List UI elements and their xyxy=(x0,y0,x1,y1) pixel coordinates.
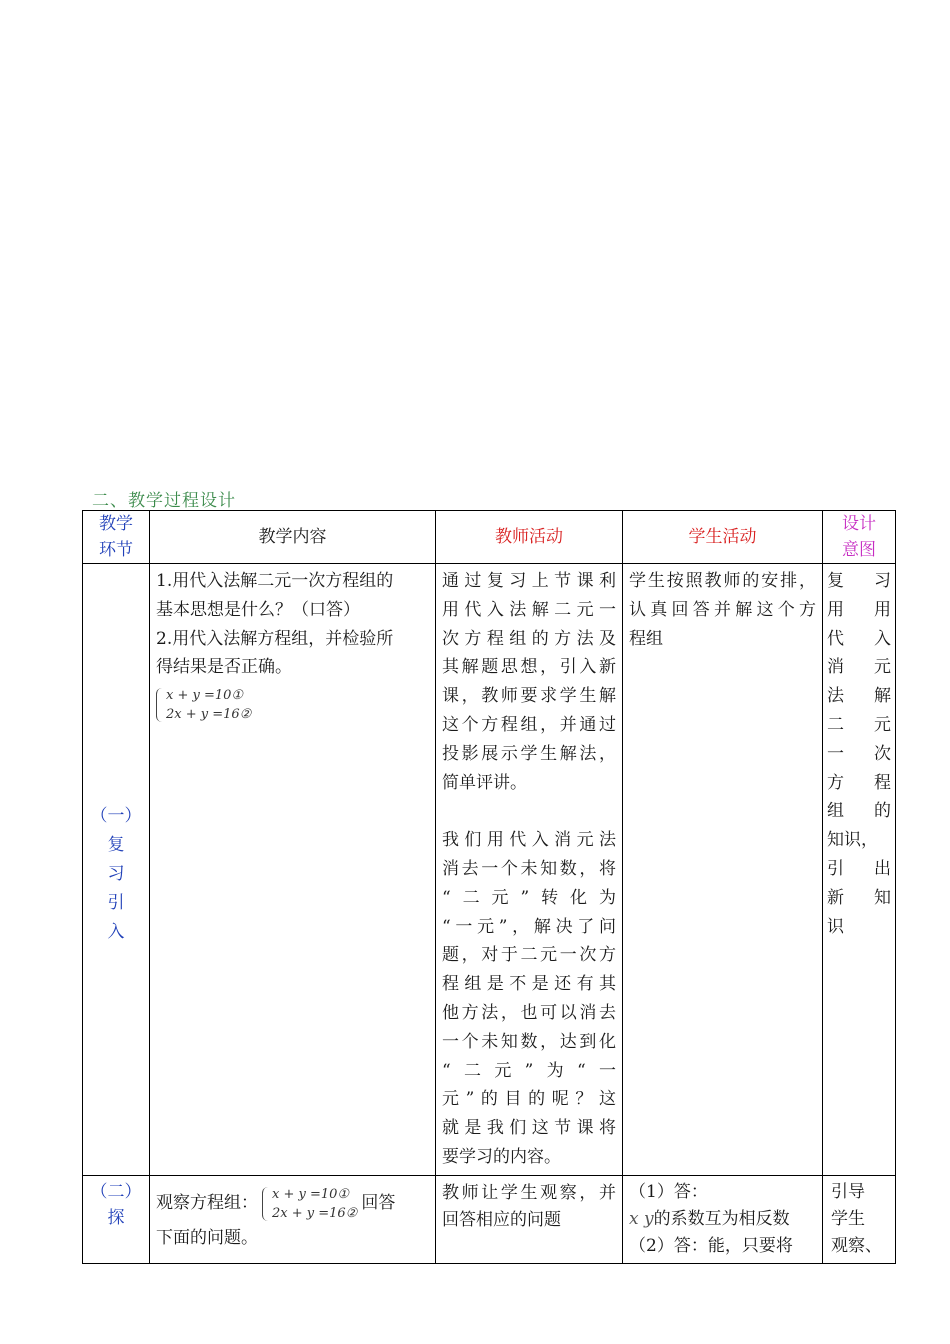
student-activity-review: 学生按照教师的安排， 认真回答并解这个方 程组 xyxy=(623,564,823,1176)
content-review: 1.用代入法解二元一次方程组的 基本思想是什么？（口答） 2.用代入法解方程组，并检验所 得结果是否正确。 x + y =10① 2x + y =16② xyxy=(150,564,436,1176)
equation-system: x + y =10① 2x + y =16② xyxy=(156,686,251,724)
header-intent: 设计 意图 xyxy=(823,511,896,564)
design-intent-explore: 引导 学生 观察、 xyxy=(823,1175,896,1263)
section-title: 二、教学过程设计 xyxy=(92,491,236,511)
teacher-activity-explore: 教师让学生观察，并 回答相应的问题 xyxy=(436,1175,623,1263)
header-student: 学生活动 xyxy=(623,511,823,564)
teacher-activity-review: 通过复习上节课利 用代入法解二元一 次方程组的方法及 其解题思想，引入新 课，教师要求学生解 这个方程组，并通过 投影展示学生解法， 简单评讲。 我们用代入消元法 消去一个未知数，将 “二元”转化为 “一元”，解决了问 题，对于二元一次方 程组是不是还有其 他方法，也可以消去 一个未知数，达到化 “二元”为“一 元”的目的呢？这 就是我们这节课将 要学习的内容。 xyxy=(436,564,623,1176)
content-explore: 观察方程组： x + y =10① 2x + y =16② 回答 下面的问题。 xyxy=(150,1175,436,1263)
header-teacher: 教师活动 xyxy=(436,511,623,564)
table-row-review xyxy=(83,564,896,1176)
stage-review: （一） 复 习 引 入 xyxy=(83,564,150,1176)
stage-explore: （二） 探 xyxy=(83,1175,150,1263)
student-activity-explore: （1）答： x y的系数互为相反数 （2）答：能，只要将 xyxy=(623,1175,823,1263)
design-intent-review: 复 习 用 用 代 入 消 元 法 解 二 元 一 次 方 程 组 的 知识， 引 出 新 知 识 xyxy=(823,564,896,1176)
header-stage: 教学 环节 xyxy=(83,511,150,564)
table-header-row xyxy=(83,511,896,564)
equation-system-explore: x + y =10① 2x + y =16② xyxy=(262,1185,357,1223)
header-content: 教学内容 xyxy=(150,511,436,564)
teaching-process-table xyxy=(82,510,896,1264)
table-row-explore xyxy=(83,1175,896,1263)
